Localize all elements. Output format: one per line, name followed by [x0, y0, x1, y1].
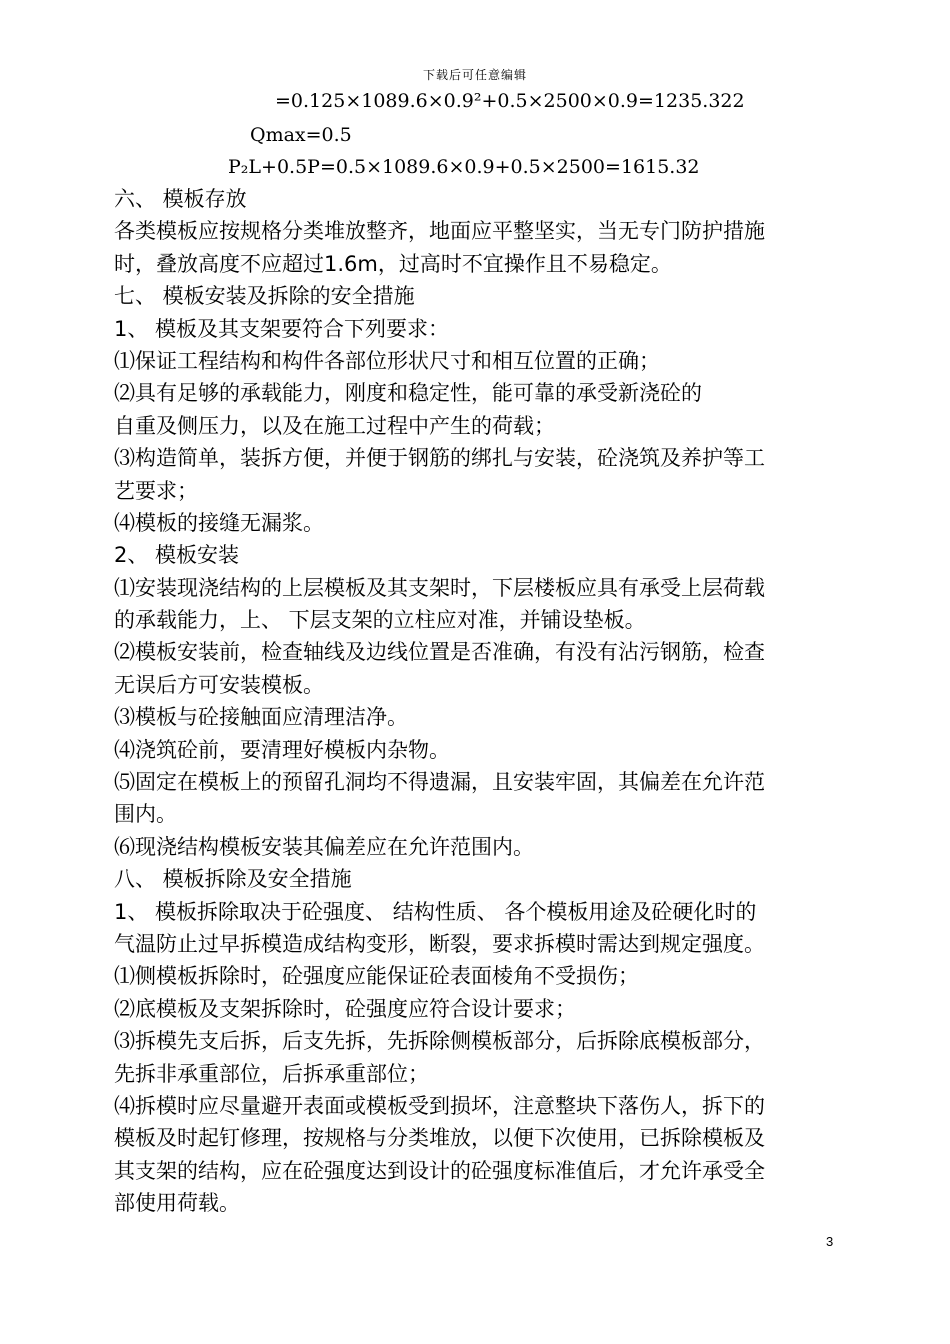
paragraph-line: 气温防止过早拆模造成结构变形，断裂，要求拆模时需达到规定强度。 — [114, 931, 765, 956]
list-item: ⑷浇筑砼前，要清理好模板内杂物。 — [114, 737, 450, 762]
formula-line-1: =0.125×1089.6×0.9²+0.5×2500×0.9=1235.322 — [275, 90, 745, 112]
list-item: ⑷模板的接缝无漏浆。 — [114, 510, 324, 535]
list-item: ⑸固定在模板上的预留孔洞均不得遗漏，且安装牢固，其偏差在允许范 — [114, 770, 765, 795]
subsection-heading: 1、 模板及其支架要符合下列要求： — [114, 316, 450, 341]
list-item: ⑵底模板及支架拆除时，砼强度应符合设计要求； — [114, 996, 576, 1021]
section-heading-safety: 七、 模板安装及拆除的安全措施 — [114, 284, 415, 309]
list-item-continuation: 模板及时起钉修理，按规格与分类堆放，以便下次使用，已拆除模板及 — [114, 1126, 765, 1151]
section-heading-storage: 六、 模板存放 — [114, 187, 247, 211]
section-heading-removal: 八、 模板拆除及安全措施 — [114, 867, 352, 892]
page-header: 下载后可任意编辑 — [422, 68, 527, 82]
list-item: ⑶构造简单，装拆方便，并便于钢筋的绑扎与安装，砼浇筑及养护等工 — [114, 446, 765, 471]
list-item-continuation: 无误后方可安装模板。 — [114, 672, 324, 697]
list-item: ⑴安装现浇结构的上层模板及其支架时，下层楼板应具有承受上层荷载 — [114, 575, 765, 600]
list-item: ⑷拆模时应尽量避开表面或模板受到损坏，注意整块下落伤人，拆下的 — [114, 1093, 765, 1118]
list-item-continuation: 围内。 — [114, 802, 177, 827]
list-item-continuation: 艺要求； — [114, 478, 198, 503]
subsection-heading: 1、 模板拆除取决于砼强度、 结构性质、 各个模板用途及砼硬化时的 — [114, 899, 757, 924]
paragraph-line: 时，叠放高度不应超过1.6m，过高时不宜操作且不易稳定。 — [114, 251, 672, 276]
list-item-continuation: 的承载能力，上、 下层支架的立柱应对准，并铺设垫板。 — [114, 608, 646, 633]
list-item-continuation: 先拆非承重部位，后拆承重部位； — [114, 1061, 429, 1086]
list-item: ⑶拆模先支后拆，后支先拆，先拆除侧模板部分，后拆除底模板部分， — [114, 1029, 765, 1054]
list-item: ⑶模板与砼接触面应清理洁净。 — [114, 705, 408, 730]
list-item: ⑴保证工程结构和构件各部位形状尺寸和相互位置的正确； — [114, 348, 660, 373]
subsection-heading: 2、 模板安装 — [114, 543, 240, 568]
list-item-continuation: 其支架的结构，应在砼强度达到设计的砼强度标准值后，才允许承受全 — [114, 1158, 765, 1183]
list-item: ⑴侧模板拆除时，砼强度应能保证砼表面棱角不受损伤； — [114, 964, 639, 989]
formula-line-3: P₂L+0.5P=0.5×1089.6×0.9+0.5×2500=1615.32 — [228, 156, 700, 178]
list-item: ⑵模板安装前，检查轴线及边线位置是否准确，有没有沾污钢筋，检查 — [114, 640, 765, 665]
paragraph-line: 各类模板应按规格分类堆放整齐，地面应平整坚实，当无专门防护措施 — [114, 219, 765, 244]
list-item-continuation: 自重及侧压力，以及在施工过程中产生的荷载； — [114, 413, 555, 438]
formula-line-2: Qmax=0.5 — [250, 124, 352, 146]
page-number: 3 — [826, 1234, 834, 1249]
body-text — [114, 183, 842, 1220]
list-item-continuation: 部使用荷载。 — [114, 1191, 240, 1216]
list-item: ⑵具有足够的承载能力，刚度和稳定性，能可靠的承受新浇砼的 — [114, 381, 702, 406]
list-item: ⑹现浇结构模板安装其偏差应在允许范围内。 — [114, 834, 534, 859]
